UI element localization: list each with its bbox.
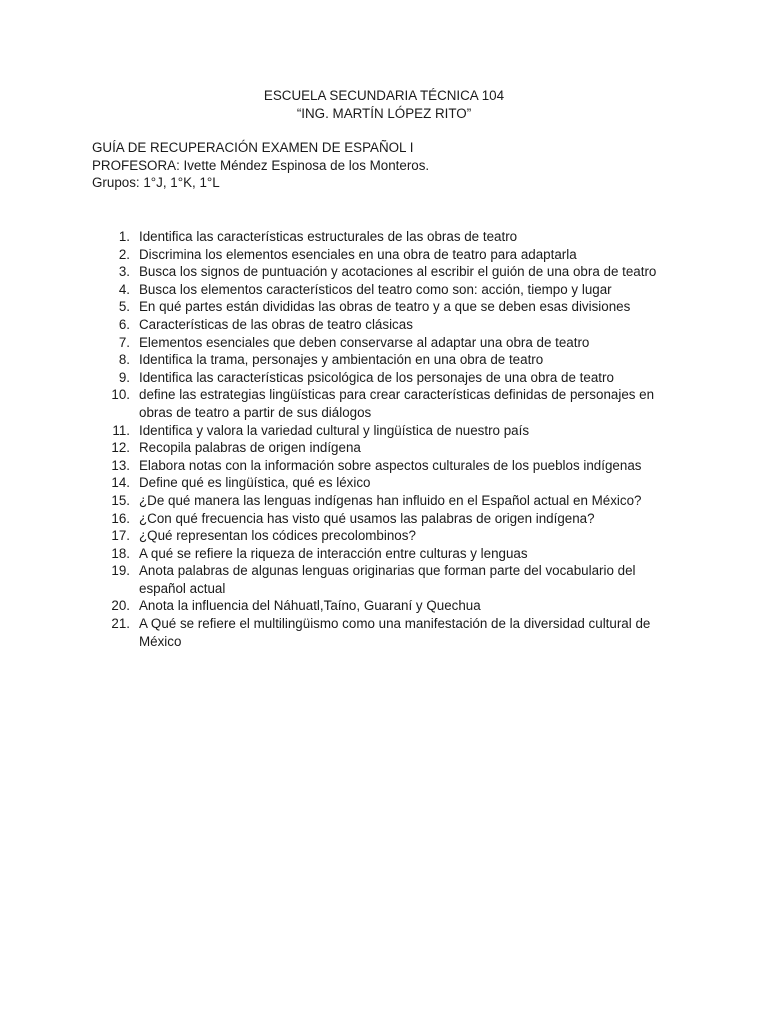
- item-number: 1.: [118, 229, 130, 244]
- list-item: [92, 228, 682, 246]
- item-number: 9.: [118, 369, 130, 385]
- school-name: ESCUELA SECUNDARIA TÉCNICA 104: [263, 88, 505, 103]
- item-number: 13.: [111, 457, 130, 473]
- item-number: 18.: [111, 545, 130, 561]
- item-text: define las estrategias lingüísticas para crear características definidas de personajes en obras de teatro a partir de sus diálogos: [139, 387, 655, 420]
- item-number: 7.: [118, 334, 130, 350]
- guide-title: GUÍA DE RECUPERACIÓN EXAMEN DE ESPAÑOL I: [92, 140, 414, 155]
- item-text: Busca los elementos característicos del teatro como son: acción, tiempo y lugar: [139, 281, 612, 297]
- list-item: [92, 562, 682, 597]
- item-text: Identifica y valora la variedad cultural y lingüística de nuestro país: [139, 422, 530, 438]
- item-number: 10.: [111, 387, 130, 403]
- item-text: Anota la influencia del Náhuatl,Taíno, Guaraní y Quechua: [139, 598, 481, 614]
- list-item: [92, 527, 682, 545]
- item-text: Características de las obras de teatro clásicas: [139, 316, 413, 332]
- item-number: 3.: [118, 264, 130, 280]
- item-number: 20.: [111, 598, 130, 614]
- item-text: Discrimina los elementos esenciales en una obra de teatro para adaptarla: [139, 246, 577, 262]
- item-number: 4.: [118, 281, 130, 297]
- item-text: Elementos esenciales que deben conservarse al adaptar una obra de teatro: [139, 334, 590, 350]
- item-text: Anota palabras de algunas lenguas originarias que forman parte del vocabulario del español actual: [139, 563, 636, 596]
- item-text: Busca los signos de puntuación y acotaciones al escribir el guión de una obra de teatro: [139, 264, 657, 280]
- item-number: 21.: [111, 616, 130, 632]
- list-item: [92, 316, 682, 334]
- list-item: [92, 369, 682, 387]
- list-item: [92, 298, 682, 316]
- item-text: Elabora notas con la información sobre aspectos culturales de los pueblos indígenas: [139, 457, 642, 473]
- list-item: [92, 246, 682, 264]
- list-item: [92, 281, 682, 299]
- list-item: [92, 457, 682, 475]
- item-text: Identifica las características estructurales de las obras de teatro: [139, 229, 518, 244]
- list-item: [92, 334, 682, 352]
- item-text: Identifica la trama, personajes y ambientación en una obra de teatro: [139, 352, 544, 368]
- item-text: ¿Qué representan los códices precolombinos?: [139, 528, 416, 544]
- list-item: [92, 510, 682, 528]
- groups-line: Grupos: 1°J, 1°K, 1°L: [92, 175, 220, 191]
- item-number: 14.: [111, 475, 130, 491]
- list-item: [92, 597, 682, 615]
- list-item: [92, 474, 682, 492]
- item-text: Identifica las características psicológica de los personajes de una obra de teatro: [139, 369, 614, 385]
- item-number: 5.: [118, 299, 130, 315]
- item-number: 2.: [118, 246, 130, 262]
- item-number: 15.: [111, 492, 130, 508]
- list-item: [92, 263, 682, 281]
- item-text: Define qué es lingüística, qué es léxico: [139, 475, 371, 491]
- item-number: 8.: [118, 352, 130, 368]
- item-number: 12.: [111, 440, 130, 456]
- list-item: [92, 386, 682, 421]
- item-number: 17.: [111, 528, 130, 544]
- item-text: A qué se refiere la riqueza de interacción entre culturas y lenguas: [139, 545, 528, 561]
- guide-info: [92, 139, 712, 192]
- item-text: Recopila palabras de origen indígena: [139, 440, 361, 456]
- document-header: [0, 87, 768, 122]
- question-list: [92, 228, 682, 650]
- list-item: [92, 615, 682, 650]
- list-item: [92, 422, 682, 440]
- school-namesake: “ING. MARTÍN LÓPEZ RITO”: [296, 105, 472, 121]
- list-item: [92, 492, 682, 510]
- item-number: 16.: [111, 510, 130, 526]
- item-text: ¿Con qué frecuencia has visto qué usamos las palabras de origen indígena?: [139, 510, 595, 526]
- list-item: [92, 351, 682, 369]
- item-text: ¿De qué manera las lenguas indígenas han influido en el Español actual en México?: [139, 492, 642, 508]
- item-number: 19.: [111, 563, 130, 579]
- item-number: 11.: [112, 422, 130, 438]
- item-text: A Qué se refiere el multilingüismo como una manifestación de la diversidad cultural de México: [139, 616, 651, 649]
- list-item: [92, 545, 682, 563]
- item-text: En qué partes están divididas las obras de teatro y a que se deben esas divisiones: [139, 299, 631, 315]
- teacher-line: PROFESORA: Ivette Méndez Espinosa de los Monteros.: [92, 157, 430, 173]
- list-item: [92, 439, 682, 457]
- item-number: 6.: [118, 316, 130, 332]
